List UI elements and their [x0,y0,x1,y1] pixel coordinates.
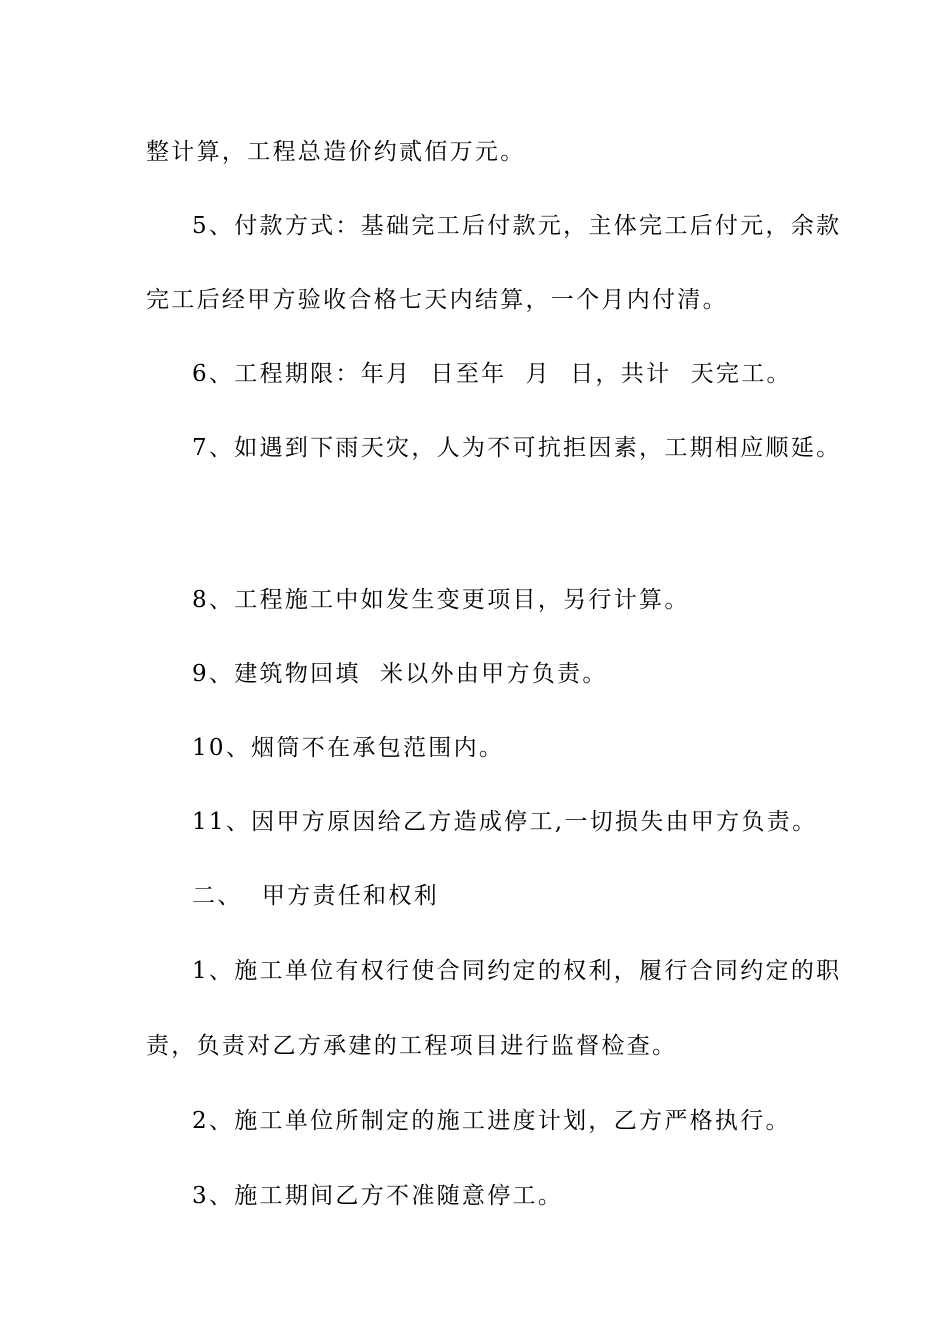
paragraph-line: 完工后经甲方验收合格七天内结算，一个月内付清。 [146,287,728,313]
paragraph-line: 3、施工期间乙方不准随意停工。 [192,1183,564,1209]
paragraph-line: 9、建筑物回填 米以外由甲方负责。 [192,661,608,687]
paragraph-line: 2、施工单位所制定的施工进度计划，乙方严格执行。 [192,1108,791,1134]
paragraph-line: 7、如遇到下雨天灾，人为不可抗拒因素，工期相应顺延。 [192,435,842,461]
paragraph-line: 整计算，工程总造价约贰佰万元。 [146,139,526,165]
paragraph-line: 8、工程施工中如发生变更项目，另行计算。 [192,587,690,613]
paragraph-line: 责，负责对乙方承建的工程项目进行监督检查。 [146,1033,678,1059]
paragraph-line: 11、因甲方原因给乙方造成停工,一切损失由甲方负责。 [192,809,818,835]
section-heading: 二、 甲方责任和权利 [192,883,439,909]
paragraph-line: 5、付款方式：基础完工后付款元，主体完工后付元，余款 [192,213,842,239]
paragraph-line: 10、烟筒不在承包范围内。 [192,735,505,761]
paragraph-line: 1、施工单位有权行使合同约定的权利，履行合同约定的职 [192,958,842,984]
paragraph-line: 6、工程期限：年月 日至年 月 日，共计 天完工。 [192,361,792,387]
